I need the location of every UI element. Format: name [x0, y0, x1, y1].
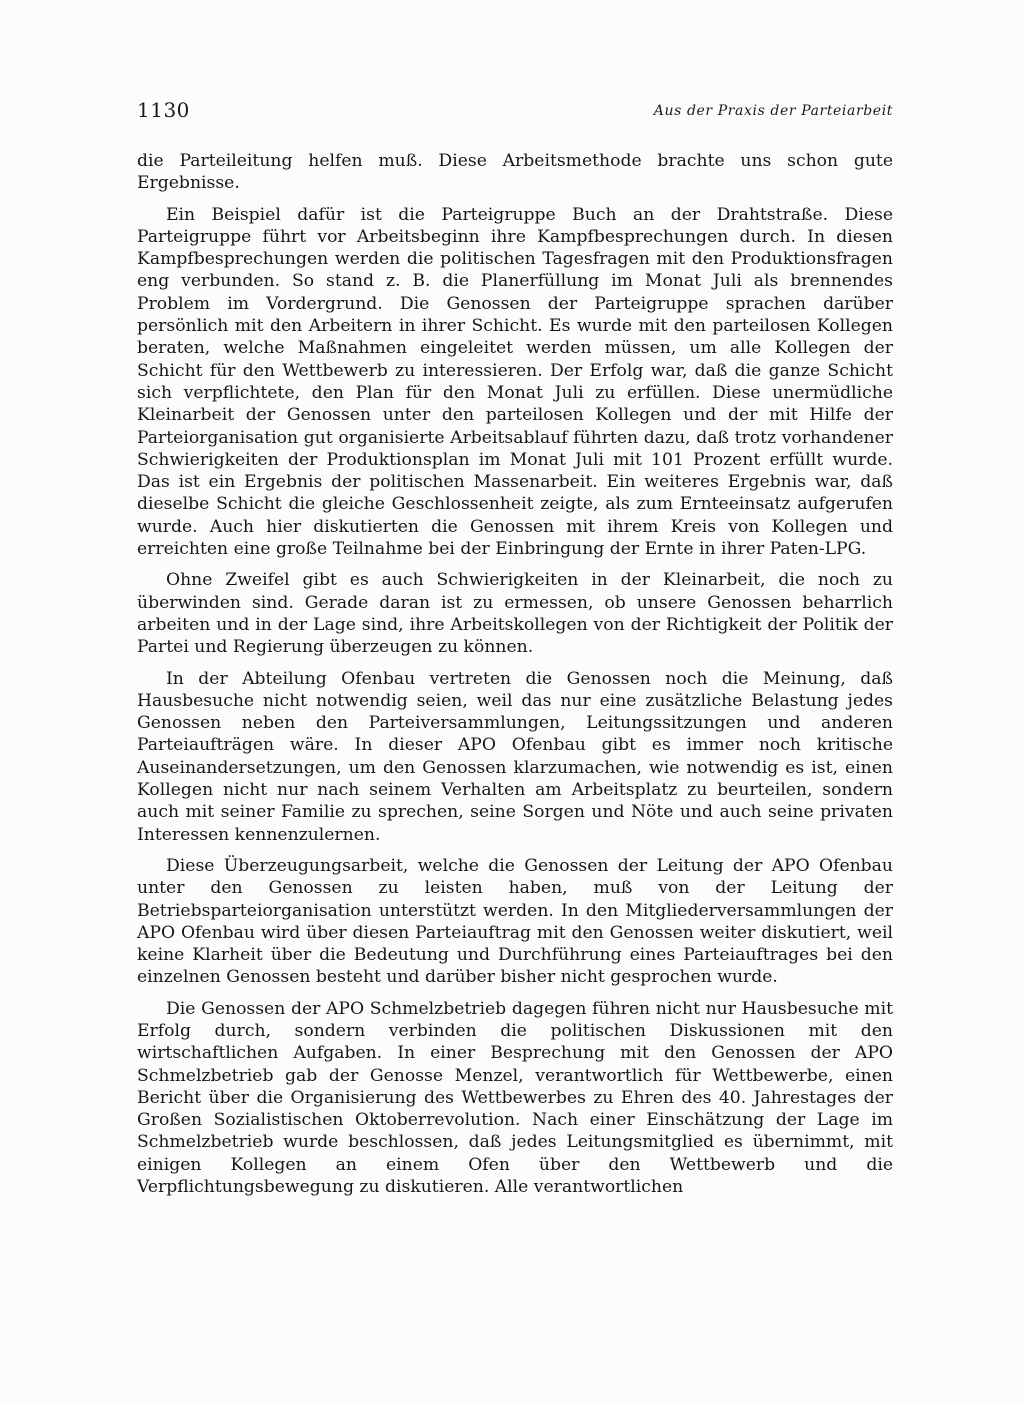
running-head: Aus der Praxis der Parteiarbeit	[653, 103, 893, 119]
paragraph-drahtstrasse: Ein Beispiel dafür ist die Parteigruppe Buch an der Drahtstraße. Diese Parteigruppe führt vor Arbeitsbeginn ihre Kampfbesprechungen durch. In diesen Kampfbesprechungen werden die politischen Tagesfragen mit den Produktionsfragen eng verbunden. So stand z. B. die Planerfüllung im Monat Juli als brennendes Problem im Vordergrund. Die Genossen der Parteigruppe sprachen darüber persönlich mit den Arbeitern in ihrer Schicht. Es wurde mit den parteilosen Kollegen beraten, welche Maßnahmen eingeleitet werden müssen, um alle Kollegen der Schicht für den Wettbewerb zu interessieren. Der Erfolg war, daß die ganze Schicht sich verpflichtete, den Plan für den Monat Juli zu erfüllen. Diese unermüdliche Kleinarbeit der Genossen unter den parteilosen Kollegen und der mit Hilfe der Parteiorganisation gut organisierte Arbeitsablauf führten dazu, daß trotz vorhandener Schwierigkeiten der Produktionsplan im Monat Juli mit 101 Prozent erfüllt wurde. Das ist ein Ergebnis der politischen Massenarbeit. Ein weiteres Ergebnis war, daß dieselbe Schicht die gleiche Geschlossenheit zeigte, als zum Ernteeinsatz aufgerufen wurde. Auch hier diskutierten die Genossen mit ihrem Kreis von Kollegen und erreichten eine große Teilnahme bei der Einbringung der Ernte in ihrer Paten-LPG.	[137, 204, 893, 560]
paragraph-ofenbau: In der Abteilung Ofenbau vertreten die Genossen noch die Meinung, daß Hausbesuche nicht notwendig seien, weil das nur eine zusätzliche Belastung jedes Genossen neben den Parteiversammlungen, Leitungssitzungen und anderen Parteiaufträgen wäre. In dieser APO Ofenbau gibt es immer noch kritische Auseinandersetzungen, um den Genossen klarzumachen, wie notwendig es ist, einen Kollegen nicht nur nach seinem Verhalten am Arbeitsplatz zu beurteilen, sondern auch mit seiner Familie zu sprechen, seine Sorgen und Nöte und auch seine privaten Interessen kennenzulernen.	[137, 668, 893, 845]
page-number: 1130	[137, 98, 190, 122]
paragraph-ueberzeugungsarbeit: Diese Überzeugungsarbeit, welche die Genossen der Leitung der APO Ofenbau unter den Genossen zu leisten haben, muß von der Leitung der Betriebsparteiorganisation unterstützt werden. In den Mitgliederversammlungen der APO Ofenbau wird über diesen Parteiauftrag mit den Genossen weiter diskutiert, weil keine Klarheit über die Bedeutung und Durchführung eines Parteiauftrages bei den einzelnen Genossen besteht und darüber bisher nicht gesprochen wurde.	[137, 855, 893, 988]
paragraph-schwierigkeiten: Ohne Zweifel gibt es auch Schwierigkeiten in der Kleinarbeit, die noch zu überwinden sind. Gerade daran ist zu ermessen, ob unsere Genossen beharrlich arbeiten und in der Lage sind, ihre Arbeitskollegen von der Richtigkeit der Politik der Partei und Regierung überzeugen zu können.	[137, 570, 893, 658]
page-header	[137, 98, 893, 128]
paragraph-continuation: die Parteileitung helfen muß. Diese Arbeitsmethode brachte uns schon gute Ergebnisse.	[137, 151, 893, 194]
paragraph-schmelzbetrieb: Die Genossen der APO Schmelzbetrieb dagegen führen nicht nur Hausbesuche mit Erfolg durch, sondern verbinden die politischen Diskussionen mit den wirtschaftlichen Aufgaben. In einer Besprechung mit den Genossen der APO Schmelzbetrieb gab der Genosse Menzel, verantwortlich für Wettbewerbe, einen Bericht über die Organisierung des Wettbewerbes zu Ehren des 40. Jahrestages der Großen Sozialistischen Oktoberrevolution. Nach einer Einschätzung der Lage im Schmelzbetrieb wurde beschlossen, daß jedes Leitungsmitglied es übernimmt, mit einigen Kollegen an einem Ofen über den Wettbewerb und die Verpflichtungsbewegung zu diskutieren. Alle verantwortlichen	[137, 998, 893, 1198]
body-text	[137, 150, 893, 1198]
